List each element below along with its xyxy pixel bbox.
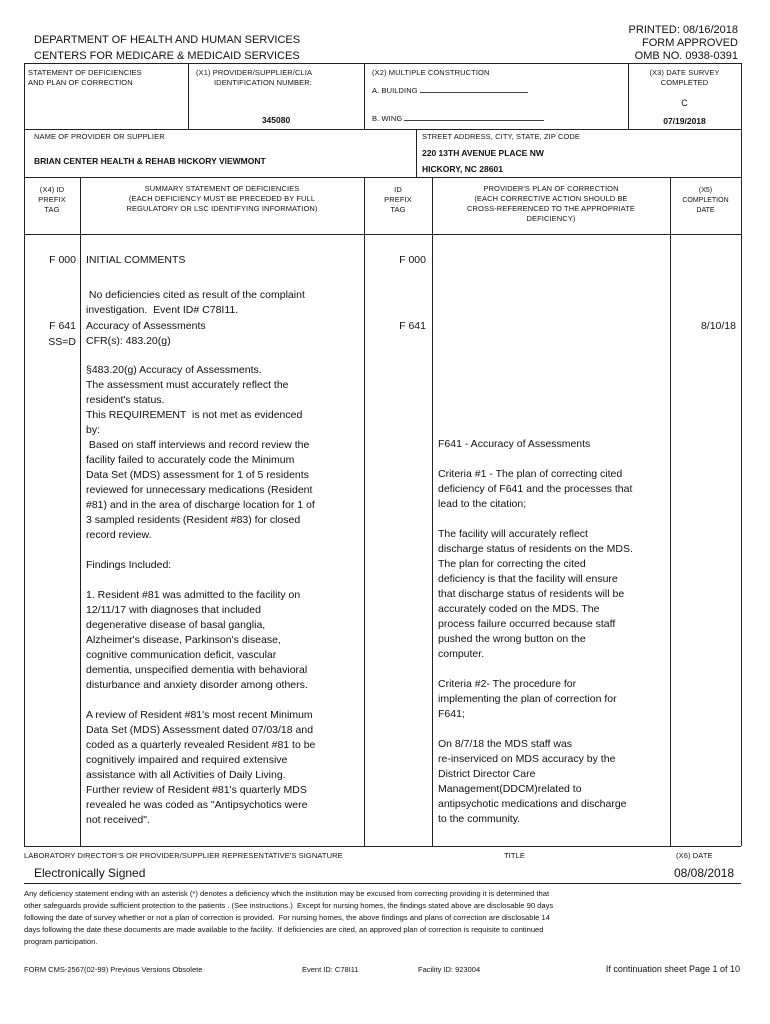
form-approved: FORM APPROVED [642, 37, 738, 49]
id-tag-f641: F 641 [399, 320, 426, 332]
signature-date-label: (X6) DATE [676, 851, 713, 860]
page-indicator: If continuation sheet Page 1 of 10 [605, 964, 740, 974]
street-address: 220 13TH AVENUE PLACE NW [422, 148, 544, 158]
x1-label: (X1) PROVIDER/SUPPLIER/CLIA IDENTIFICATION NUMBER: [196, 68, 313, 87]
id-prefix-header: ID PREFIX TAG [384, 185, 412, 214]
wing-field: B. WING [372, 112, 544, 124]
tag-f000: F 000 [49, 254, 76, 266]
survey-date: 07/19/2018 [663, 116, 706, 126]
signature-date: 08/08/2018 [674, 866, 735, 880]
plan-header: PROVIDER'S PLAN OF CORRECTION (EACH CORRECTIVE ACTION SHOULD BE CROSS-REFERENCED TO THE APPROPRIATE DEFICIENCY) [467, 184, 635, 223]
signature-label: LABORATORY DIRECTOR'S OR PROVIDER/SUPPLIER REPRESENTATIVE'S SIGNATURE [24, 851, 343, 860]
department-title: DEPARTMENT OF HEALTH AND HUMAN SERVICES [34, 34, 301, 46]
plan-of-correction: F641 - Accuracy of Assessments Criteria #1 - The plan of correcting cited deficiency of F641 and the processes that lead to the citation; The facility will accurately reflect discharge status of residents on the MDS. The plan for correcting the cited deficiency is that the facility will ensure that discharge status of residents will be accurately coded on the MDS. The process failure occurred because staff pushed the wrong button on the computer. Criteria #2- The procedure for implementing the plan of correction for F641; On 8/7/18 the MDS staff was re-inserviced on MDS accuracy by the District Director Care Management(DDCM)related to antipsychotic medications and discharge to the community. [438, 438, 633, 825]
building-field: A. BUILDING [372, 84, 528, 96]
printed-date: PRINTED: 08/16/2018 [628, 24, 738, 36]
disclaimer: Any deficiency statement ending with an asterisk (*) denotes a deficiency which the institution may be excused from correcting providing it is determined that other safeguards provide sufficient protection to the patients . (See instructions.) Except for nursing homes, the findings stated above are disclosable 90 days following the date of survey whether or not a plan of correction is provided. For nursing homes, the above findings and plans of correction are disclosable 14 days following the date these documents are made available to the facility. If deficiencies are cited, an approved plan of correction is requisite to continued program participation. [24, 889, 554, 946]
summary-header: SUMMARY STATEMENT OF DEFICIENCIES (EACH DEFICIENCY MUST BE PRECEDED BY FULL REGULATORY OR LSC IDENTIFYING INFORMATION) [126, 184, 318, 213]
address-label: STREET ADDRESS, CITY, STATE, ZIP CODE [422, 132, 581, 141]
agency-title: CENTERS FOR MEDICARE & MEDICAID SERVICES [34, 50, 300, 62]
x4-header: (X4) ID PREFIX TAG [38, 185, 66, 214]
event-id: Event ID: C78I11 [302, 965, 359, 974]
x3-label: (X3) DATE SURVEY COMPLETED [649, 68, 720, 87]
accuracy-heading: Accuracy of Assessments CFR(s): 483.20(g) [86, 320, 206, 347]
city-state-zip: HICKORY, NC 28601 [422, 164, 503, 174]
provider-id-number: 345080 [261, 115, 291, 125]
survey-code: C [681, 98, 688, 108]
completion-date: 8/10/18 [700, 320, 736, 332]
facility-id: Facility ID: 923004 [418, 965, 481, 974]
completion-header: (X5) COMPLETION DATE [682, 187, 729, 214]
id-tag-f000: F 000 [399, 254, 426, 266]
statement-label: STATEMENT OF DEFICIENCIES AND PLAN OF CORRECTION [28, 68, 142, 87]
title-label: TITLE [504, 851, 525, 860]
tag-f641: F 641 [49, 320, 76, 332]
deficiency-statement: §483.20(g) Accuracy of Assessments. The assessment must accurately reflect the resident's status. This REQUIREMENT is not met as evidenced by: Based on staff interviews and record review the facility failed to accurately code the Minimum Data Set (MDS) assessment for 1 of 5 residents reviewed for unnecessary medications (Resident #81) and in the area of discharge location for 1 of 3 sampled residents (Resident #83) for closed record review. Findings Included: 1. Resident #81 was admitted to the facility on 12/11/17 with diagnoses that included degenerative disease of basal ganglia, Alzheimer's disease, Parkinson's disease, cognitive communication deficit, vascular dementia, unspecified dementia with behavioral disturbance and anxiety disorder among others. A review of Resident #81's most recent Minimum Data Set (MDS) Assessment dated 07/03/18 and coded as a quarterly revealed Resident #81 to be cognitively impaired and required extensive assistance with all Activities of Daily Living. Further review of Resident #81's quarterly MDS revealed he was coded as "Antipsychotics were not received". [86, 364, 316, 826]
omb-number: OMB NO. 0938-0391 [634, 50, 738, 62]
provider-name-label: NAME OF PROVIDER OR SUPPLIER [34, 132, 165, 141]
initial-comments-heading: INITIAL COMMENTS [86, 254, 186, 266]
no-deficiencies-text: No deficiencies cited as result of the complaint investigation. Event ID# C78I11. [86, 289, 305, 316]
x2-label: (X2) MULTIPLE CONSTRUCTION [372, 68, 490, 77]
electronic-signature: Electronically Signed [34, 866, 146, 880]
scope-severity: SS=D [48, 336, 76, 348]
provider-name: BRIAN CENTER HEALTH & REHAB HICKORY VIEWMONT [34, 156, 266, 166]
form-number: FORM CMS-2567(02-99) Previous Versions Obsolete [24, 965, 203, 974]
